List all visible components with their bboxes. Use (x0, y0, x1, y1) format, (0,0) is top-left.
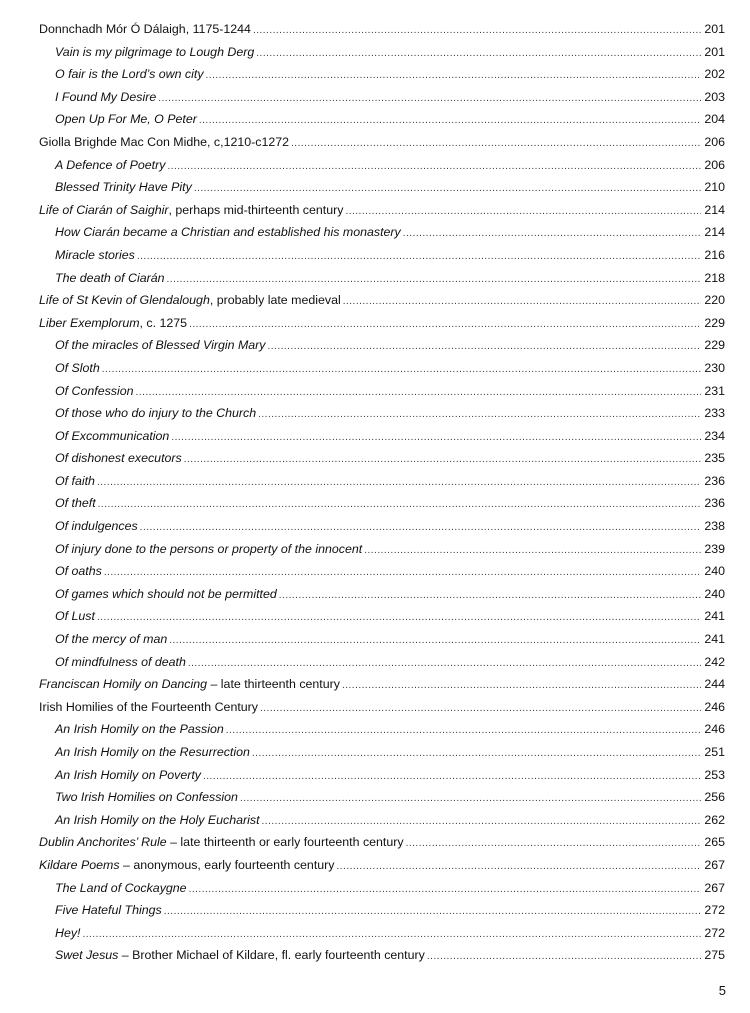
dot-leader (403, 223, 701, 246)
dot-leader (203, 766, 701, 789)
toc-subentry[interactable] (39, 357, 725, 380)
toc-entry[interactable] (39, 131, 725, 154)
toc-title-segment: Of those who do injury to the Church (55, 406, 257, 421)
toc-title-segment: How Ciarán became a Christian and established his monastery (55, 225, 401, 240)
toc-page-number: 246 (704, 699, 725, 714)
toc-subentry[interactable] (39, 605, 725, 628)
toc-title-segment: Vain is my pilgrimage to Lough Derg (55, 44, 255, 59)
toc-page-number: 214 (704, 202, 725, 217)
toc-title-segment: Life of Ciarán of Saighir (39, 202, 169, 217)
dot-leader (256, 43, 701, 66)
toc-page-number: 275 (704, 948, 725, 963)
toc-entry-title (55, 922, 80, 945)
toc-subentry[interactable] (39, 154, 725, 177)
toc-entry-title (55, 357, 100, 380)
dot-leader (189, 314, 701, 337)
dot-leader (258, 404, 701, 427)
toc-subentry[interactable] (39, 380, 725, 403)
toc-page-number: 241 (704, 609, 725, 624)
toc-title-segment: Of Excommunication (55, 428, 170, 443)
toc-page-number: 236 (704, 496, 725, 511)
dot-leader (342, 675, 701, 698)
toc-subentry[interactable] (39, 944, 725, 967)
toc-subentry[interactable] (39, 877, 725, 900)
toc-entry-title (39, 312, 187, 335)
toc-subentry[interactable] (39, 628, 725, 651)
toc-title-segment: Of Lust (55, 609, 95, 624)
toc-page-number: 242 (704, 654, 725, 669)
toc-subentry[interactable] (39, 63, 725, 86)
toc-subentry[interactable] (39, 809, 725, 832)
toc-entry[interactable] (39, 673, 725, 696)
toc-entry-title (55, 154, 165, 177)
toc-entry-title (55, 267, 165, 290)
toc-page-number: 253 (704, 767, 725, 782)
toc-title-segment: The death of Ciarán (55, 270, 165, 285)
toc-page-number: 206 (704, 134, 725, 149)
toc-title-segment: Two Irish Homilies on Confession (55, 790, 238, 805)
toc-entry-title (39, 854, 334, 877)
toc-entry-title (55, 221, 401, 244)
toc-title-segment: Of theft (55, 496, 96, 511)
toc-page-number: 214 (704, 225, 725, 240)
toc-title-segment: , c. 1275 (139, 315, 188, 330)
dot-leader (260, 698, 701, 721)
toc-title-segment: An Irish Homily on the Passion (55, 722, 224, 737)
toc-subentry[interactable] (39, 718, 725, 741)
dot-leader (345, 201, 701, 224)
toc-subentry[interactable] (39, 425, 725, 448)
toc-subentry[interactable] (39, 560, 725, 583)
dot-leader (343, 291, 701, 314)
toc-entry-title (55, 605, 95, 628)
toc-title-segment: The Land of Cockaygne (55, 880, 187, 895)
toc-page-number: 239 (704, 541, 725, 556)
toc-title-segment: Of Confession (55, 383, 134, 398)
toc-entry-title (55, 741, 250, 764)
toc-title-segment: Kildare Poems (39, 857, 120, 872)
toc-entry-title (55, 380, 134, 403)
toc-title-segment: Irish Homilies of the Fourteenth Century (39, 699, 258, 714)
toc-subentry[interactable] (39, 899, 725, 922)
toc-page-number: 238 (704, 519, 725, 534)
toc-entry-title (55, 583, 277, 606)
toc-entry-title (55, 402, 256, 425)
toc-title-segment: An Irish Homily on Poverty (55, 767, 201, 782)
toc-subentry[interactable] (39, 221, 725, 244)
toc-subentry[interactable] (39, 515, 725, 538)
toc-subentry[interactable] (39, 402, 725, 425)
toc-title-segment: An Irish Homily on the Holy Eucharist (55, 812, 260, 827)
toc-title-segment: , perhaps mid-thirteenth century (168, 202, 344, 217)
toc-title-segment: Of injury done to the persons or property of the innocent (55, 541, 363, 556)
dot-leader (171, 427, 701, 450)
toc-page-number: 220 (704, 293, 725, 308)
dot-leader (189, 879, 701, 902)
toc-entry-title (55, 764, 201, 787)
toc-entry-title (55, 515, 138, 538)
toc-entry-title (55, 628, 167, 651)
toc-title-segment: Five Hateful Things (55, 903, 162, 918)
toc-entry-title (55, 63, 204, 86)
toc-subentry[interactable] (39, 470, 725, 493)
toc-title-segment: Giolla Brighde Mac Con Midhe, c,1210-c1272 (39, 134, 290, 149)
toc-entry-title (55, 786, 238, 809)
dot-leader (291, 133, 701, 156)
dot-leader (140, 517, 701, 540)
toc-subentry[interactable] (39, 786, 725, 809)
dot-leader (364, 540, 701, 563)
dot-leader (104, 562, 701, 585)
dot-leader (262, 811, 701, 834)
toc-subentry[interactable] (39, 176, 725, 199)
dot-leader (102, 359, 701, 382)
toc-subentry[interactable] (39, 244, 725, 267)
toc-entry-title (39, 18, 251, 41)
toc-title-segment: Of mindfulness of death (55, 654, 186, 669)
dot-leader (252, 743, 701, 766)
toc-entry[interactable] (39, 312, 725, 335)
toc-page-number: 244 (704, 677, 725, 692)
toc-title-segment: Of faith (55, 473, 95, 488)
toc-title-segment: O fair is the Lord’s own city (55, 67, 204, 82)
toc-entry-title (39, 199, 343, 222)
page-number: 5 (718, 983, 726, 998)
dot-leader (427, 946, 701, 969)
toc-title-segment: Of dishonest executors (55, 451, 182, 466)
toc-title-segment: A Defence of Poetry (55, 157, 166, 172)
toc-title-segment: Of the mercy of man (55, 632, 168, 647)
toc-page-number: 240 (704, 564, 725, 579)
toc-page-number: 251 (704, 745, 725, 759)
toc-page-number: 235 (704, 451, 725, 466)
toc-entry-title (39, 131, 289, 154)
dot-leader (240, 788, 701, 811)
toc-entry-title (39, 696, 258, 719)
toc-title-segment: Open Up For Me, O Peter (55, 112, 197, 127)
toc-entry-title (55, 244, 135, 267)
toc-entry-title (55, 651, 186, 674)
toc-page-number: 216 (704, 247, 725, 262)
toc-page-number: 206 (704, 157, 725, 172)
toc-page-number: 246 (704, 722, 725, 737)
toc-page-number: 236 (704, 473, 725, 488)
toc-title-segment: – late thirteenth century (207, 677, 340, 692)
toc-entry-title (55, 425, 169, 448)
dot-leader (158, 88, 701, 111)
dot-leader (268, 336, 702, 359)
toc-entry-title (55, 538, 362, 561)
toc-entry-title (55, 447, 182, 470)
toc-entry-title (55, 334, 266, 357)
toc-title-segment: Life of St Kevin of Glendalough (39, 293, 210, 308)
toc-entry[interactable] (39, 289, 725, 312)
toc-subentry[interactable] (39, 764, 725, 787)
dot-leader (194, 178, 701, 201)
toc-entry-title (55, 944, 425, 967)
toc-page-number: 229 (704, 338, 725, 353)
toc-title-segment: Hey! (55, 925, 81, 940)
dot-leader (184, 449, 701, 472)
toc-page-number: 210 (704, 180, 725, 195)
toc-subentry[interactable] (39, 267, 725, 290)
toc-page-number: 241 (704, 632, 725, 647)
toc-page-number: 265 (704, 835, 725, 850)
dot-leader (97, 607, 701, 630)
toc-entry-title (39, 831, 404, 854)
toc-title-segment: Of the miracles of Blessed Virgin Mary (55, 338, 266, 353)
toc-subentry[interactable] (39, 538, 725, 561)
toc-page-number: 233 (704, 406, 725, 421)
toc-page-number: 240 (704, 586, 725, 601)
toc-page-number: 256 (704, 790, 725, 805)
toc-page-number: 202 (704, 67, 725, 82)
toc-subentry[interactable] (39, 41, 725, 64)
dot-leader (164, 901, 701, 924)
toc-title-segment: I Found My Desire (55, 89, 157, 104)
dot-leader (167, 269, 701, 292)
toc-title-segment: Franciscan Homily on Dancing (39, 677, 208, 692)
dot-leader (136, 382, 701, 405)
toc-entry-title (55, 718, 224, 741)
toc-title-segment: Blessed Trinity Have Pity (55, 180, 192, 195)
toc-entry-title (55, 809, 260, 832)
toc-title-segment: Of oaths (55, 564, 102, 579)
toc-title-segment: Of indulgences (55, 519, 138, 534)
toc-subentry[interactable] (39, 447, 725, 470)
toc-page-number: 203 (704, 89, 725, 104)
dot-leader (406, 833, 701, 856)
toc-entry-title (55, 470, 95, 493)
toc-page-number: 201 (704, 44, 725, 59)
toc-page-number: 229 (704, 315, 725, 330)
toc-entry-title (55, 560, 102, 583)
dot-leader (206, 65, 701, 88)
dot-leader (137, 246, 701, 269)
dot-leader (279, 585, 701, 608)
toc-title-segment: Dublin Anchorites’ Rule (39, 835, 167, 850)
toc-subentry[interactable] (39, 86, 725, 109)
dot-leader (253, 20, 701, 43)
toc-entry-title (55, 877, 187, 900)
dot-leader (167, 156, 701, 179)
toc-page-number: 218 (704, 270, 725, 285)
toc-title-segment: Swet Jesus (55, 948, 119, 963)
dot-leader (169, 630, 701, 653)
toc-entry-title (55, 492, 96, 515)
toc-page-number: 272 (704, 925, 725, 940)
toc-page-number: 272 (704, 903, 725, 918)
toc-title-segment: – Brother Michael of Kildare, fl. early fourteenth century (118, 948, 425, 963)
toc-page-number: 234 (704, 428, 725, 443)
toc-title-segment: Miracle stories (55, 247, 135, 262)
toc-page-number: 201 (704, 22, 725, 36)
toc-page-number: 231 (704, 383, 725, 398)
toc-subentry[interactable] (39, 583, 725, 606)
dot-leader (199, 110, 701, 133)
toc-entry-title (39, 289, 341, 312)
toc-entry[interactable] (39, 18, 725, 41)
toc-subentry[interactable] (39, 334, 725, 357)
dot-leader (98, 494, 701, 517)
dot-leader (82, 924, 701, 947)
toc-subentry[interactable] (39, 651, 725, 674)
dot-leader (336, 856, 701, 879)
toc-title-segment: Of games which should not be permitted (55, 586, 277, 601)
toc-page-number: 204 (704, 112, 725, 127)
toc-entry-title (55, 899, 162, 922)
toc-page-number: 230 (704, 360, 725, 375)
toc-title-segment: – late thirteenth or early fourteenth century (166, 835, 404, 850)
toc-title-segment: An Irish Homily on the Resurrection (55, 745, 250, 759)
toc-entry[interactable] (39, 696, 725, 719)
toc-entry-title (39, 673, 340, 696)
toc-entry[interactable] (39, 854, 725, 877)
toc-entry-title (55, 41, 254, 64)
toc-subentry[interactable] (39, 108, 725, 131)
toc-subentry[interactable] (39, 492, 725, 515)
toc-page-number: 262 (704, 812, 725, 827)
toc-subentry[interactable] (39, 922, 725, 945)
toc-title-segment: Donnchadh Mór Ó Dálaigh, 1175-1244 (39, 22, 251, 36)
toc-page-number: 267 (704, 857, 725, 872)
toc-entry[interactable] (39, 199, 725, 222)
toc-entry-title (55, 176, 192, 199)
dot-leader (188, 653, 701, 676)
dot-leader (226, 720, 701, 743)
toc-entry-title (55, 86, 156, 109)
toc-entry[interactable] (39, 831, 725, 854)
toc-title-segment: – anonymous, early fourteenth century (119, 857, 335, 872)
toc-title-segment: Of Sloth (55, 360, 100, 375)
toc-page-number: 267 (704, 880, 725, 895)
toc-entry-title (55, 108, 197, 131)
toc-title-segment: Liber Exemplorum (39, 315, 140, 330)
toc-title-segment: , probably late medieval (209, 293, 341, 308)
table-of-contents (39, 18, 725, 967)
dot-leader (97, 472, 701, 495)
toc-subentry[interactable] (39, 741, 725, 764)
